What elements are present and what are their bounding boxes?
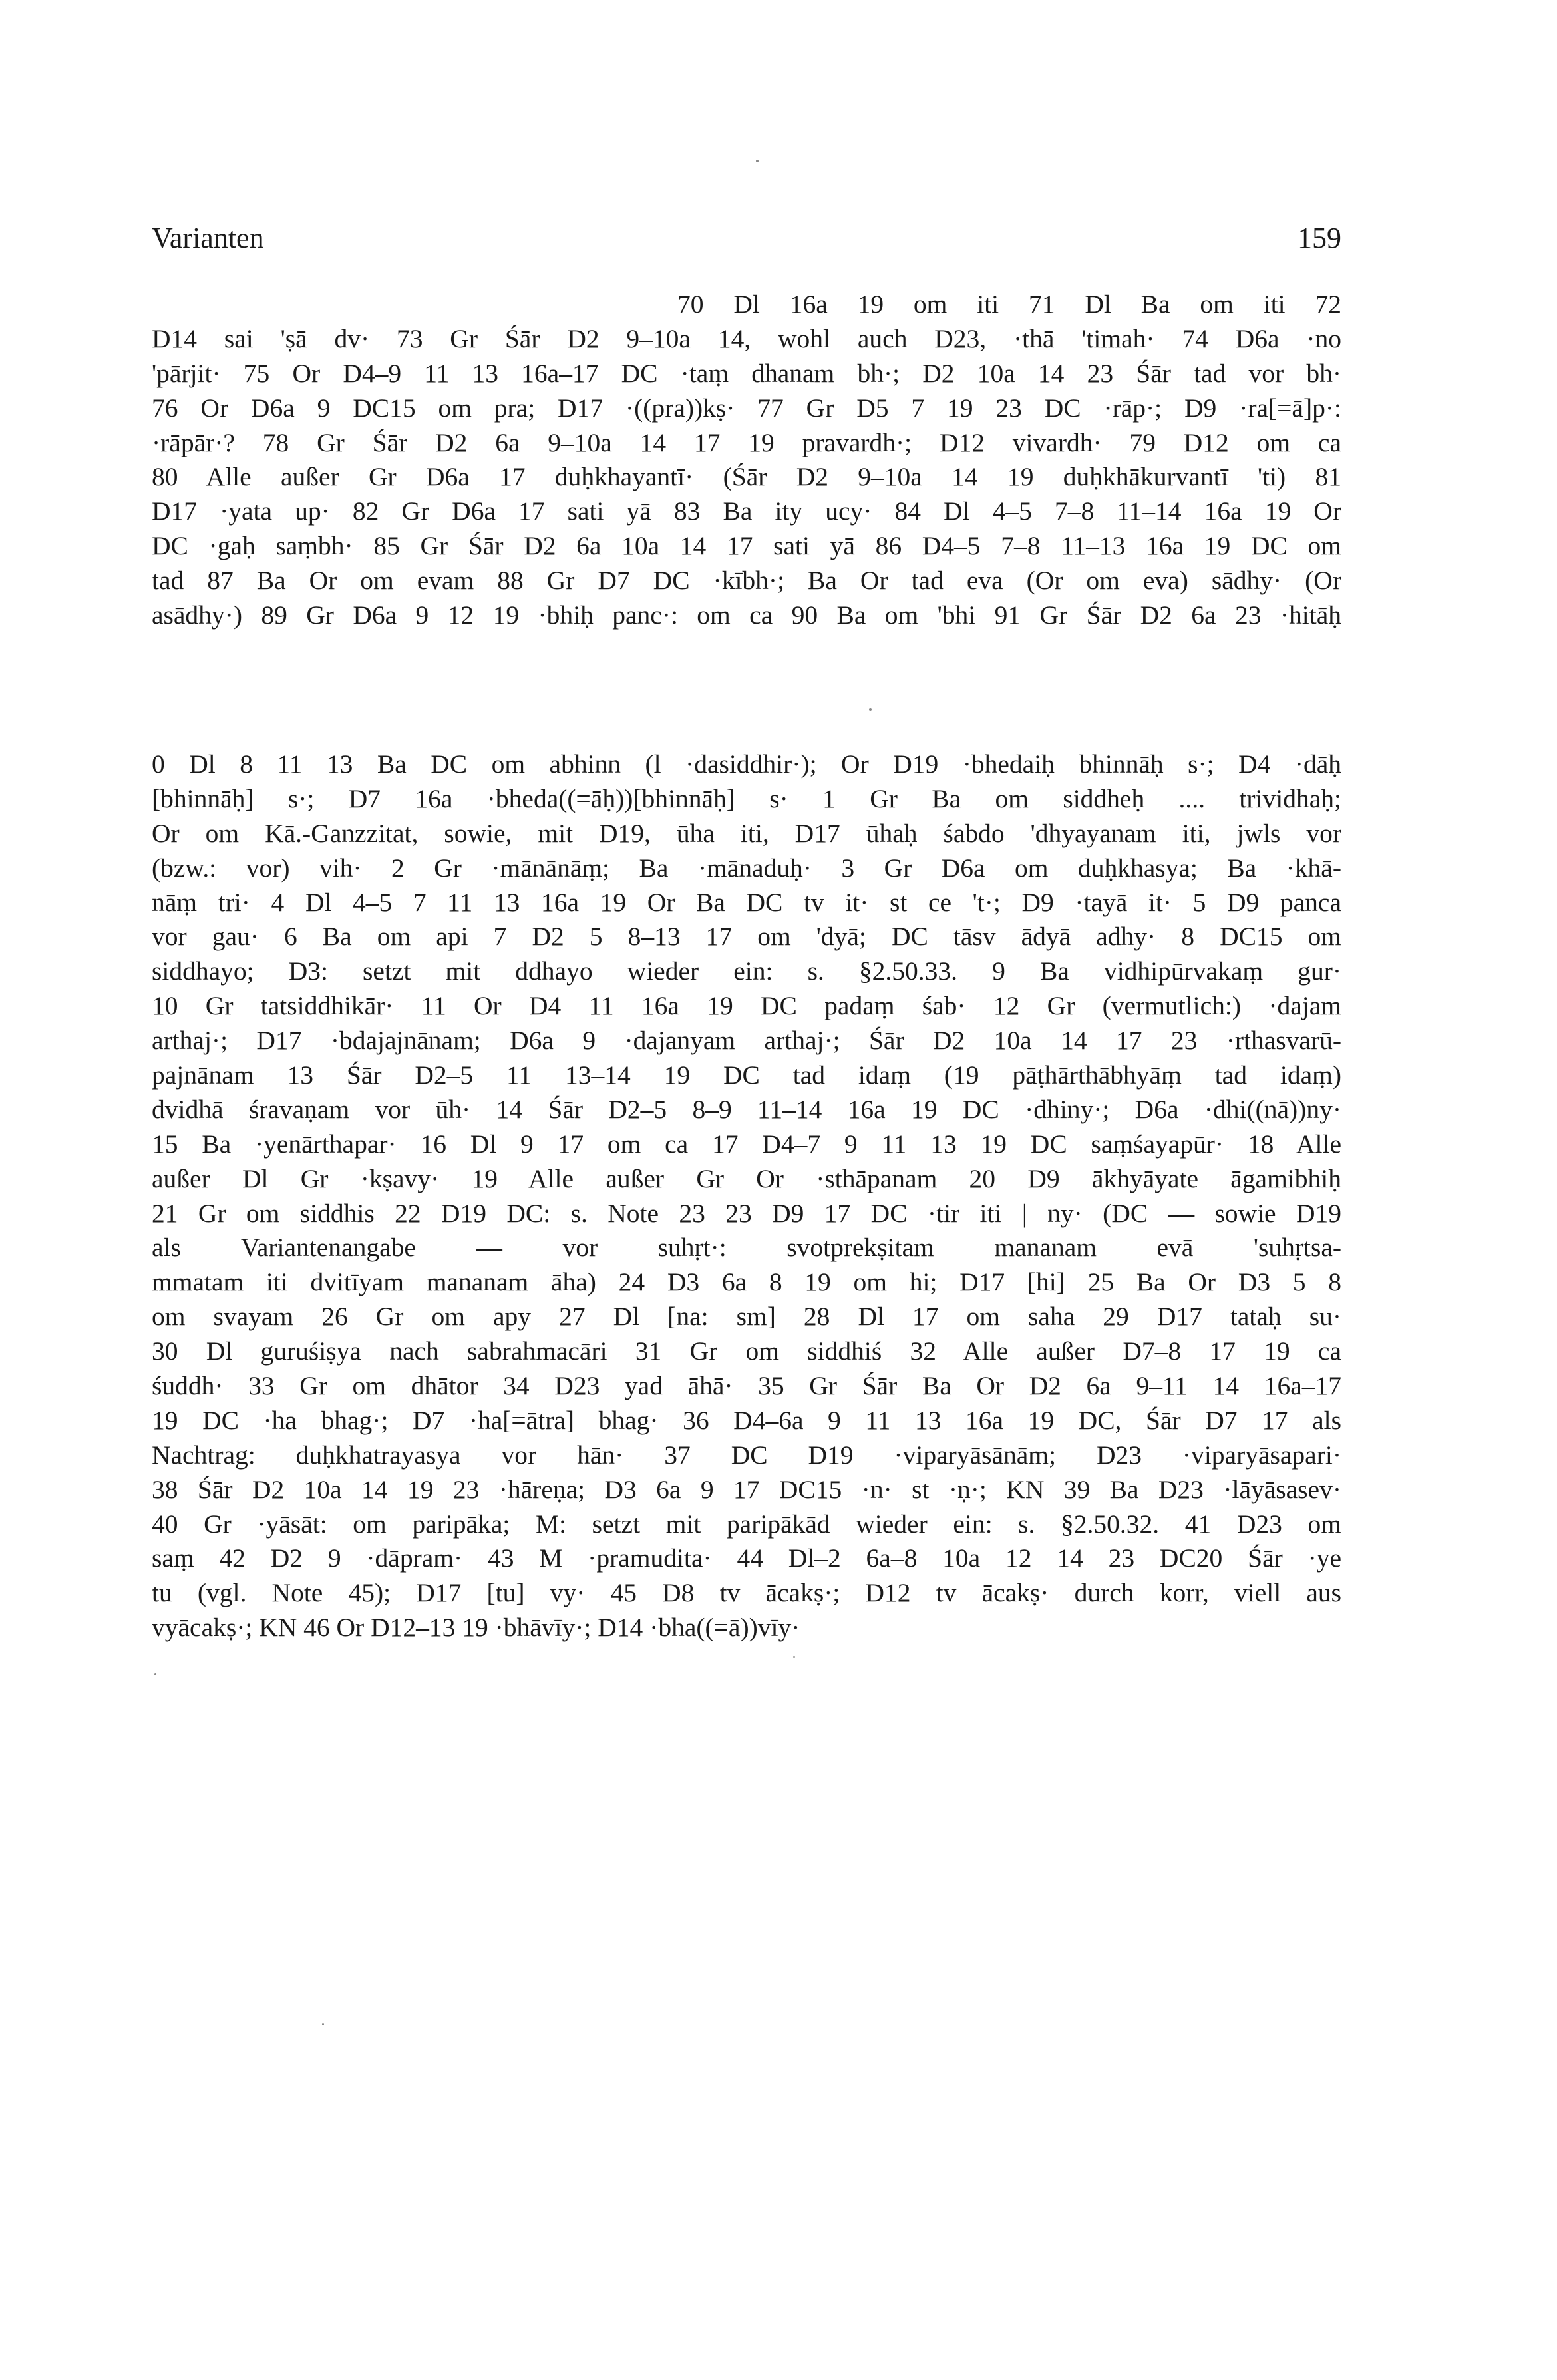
variant-line: tad 87 Ba Or om evam 88 Gr D7 DC ·kībh·; Ba Or tad eva (Or om eva) sādhy· (Or xyxy=(152,566,1341,596)
variant-line: 19 DC ·ha bhag·; D7 ·ha[=ātra] bhag· 36 D4–6a 9 11 13 16a 19 DC, Śār D7 17 als xyxy=(152,1405,1341,1435)
variant-line: śuddh· 33 Gr om dhātor 34 D23 yad āhā· 35 Gr Śār Ba Or D2 6a 9–11 14 16a–17 xyxy=(152,1371,1341,1401)
variant-line: 0 Dl 8 11 13 Ba DC om abhinn (l ·dasiddhir·); Or D19 ·bhedaiḥ bhinnāḥ s·; D4 ·dāḥ xyxy=(152,749,1341,779)
scan-speck xyxy=(154,1673,156,1675)
variant-line: om svayam 26 Gr om apy 27 Dl [na: sm] 28 Dl 17 om saha 29 D17 tataḥ su· xyxy=(152,1302,1341,1332)
variant-line: ·rāpār·? 78 Gr Śār D2 6a 9–10a 14 17 19 pravardh·; D12 vivardh· 79 D12 om ca xyxy=(152,427,1341,457)
page-header xyxy=(152,221,1341,261)
variant-line: [bhinnāḥ] s·; D7 16a ·bheda((=āḥ))[bhinnāḥ] s· 1 Gr Ba om siddheḥ .... trividhaḥ; xyxy=(152,783,1341,813)
variant-line: D14 sai 'ṣā dv· 73 Gr Śār D2 9–10a 14, wohl auch D23, ·thā 'timah· 74 D6a ·no xyxy=(152,323,1341,353)
variant-line: 15 Ba ·yenārthapar· 16 Dl 9 17 om ca 17 D4–7 9 11 13 19 DC saṃśayapūr· 18 Alle xyxy=(152,1129,1341,1159)
variant-line: außer Dl Gr ·kṣavy· 19 Alle außer Gr Or ·sthāpanam 20 D9 ākhyāyate āgamibhiḥ xyxy=(152,1163,1341,1193)
variant-line: siddhayo; D3: setzt mit ddhayo wieder ein: s. §2.50.33. 9 Ba vidhipūrvakaṃ gur· xyxy=(152,956,1341,986)
variant-line: D17 ·yata up· 82 Gr D6a 17 sati yā 83 Ba ity ucy· 84 Dl 4–5 7–8 11–14 16a 19 Or xyxy=(152,496,1341,526)
scan-speck xyxy=(322,2023,324,2025)
lower-variant-block xyxy=(152,747,1341,1645)
variant-line: Nachtrag: duḥkhatrayasya vor hān· 37 DC D19 ·viparyāsānām; D23 ·viparyāsapari· xyxy=(152,1440,1341,1470)
variant-line: mmatam iti dvitīyam mananam āha) 24 D3 6a 8 19 om hi; D17 [hi] 25 Ba Or D3 5 8 xyxy=(152,1267,1341,1297)
variant-line: tu (vgl. Note 45); D17 [tu] vy· 45 D8 tv ācakṣ·; D12 tv ācakṣ· durch korr, viell aus xyxy=(152,1578,1341,1608)
variant-line: als Variantenangabe — vor suhṛt·: svotprekṣitam mananam evā 'suhṛtsa- xyxy=(152,1233,1341,1263)
running-title: Varianten xyxy=(152,222,264,254)
variant-line: 30 Dl guruśiṣya nach sabrahmacāri 31 Gr om siddhiś 32 Alle außer D7–8 17 19 ca xyxy=(152,1336,1341,1366)
variant-line: asādhy·) 89 Gr D6a 9 12 19 ·bhiḥ panc·: om ca 90 Ba om 'bhi 91 Gr Śār D2 6a 23 ·hitāḥ xyxy=(152,600,1341,630)
variant-line: pajnānam 13 Śār D2–5 11 13–14 19 DC tad idaṃ (19 pāṭhārthābhyāṃ tad idaṃ) xyxy=(152,1060,1341,1090)
variant-line: arthaj·; D17 ·bdajajnānam; D6a 9 ·dajanyam arthaj·; Śār D2 10a 14 17 23 ·rthasvarū- xyxy=(152,1026,1341,1056)
variant-line: 40 Gr ·yāsāt: om paripāka; M: setzt mit paripākād wieder ein: s. §2.50.32. 41 D23 om xyxy=(152,1509,1341,1539)
scan-speck xyxy=(756,160,759,162)
variant-line: vor gau· 6 Ba om api 7 D2 5 8–13 17 om 'dyā; DC tāsv ādyā adhy· 8 DC15 om xyxy=(152,922,1341,952)
variant-line: 'pārjit· 75 Or D4–9 11 13 16a–17 DC ·taṃ dhanam bh·; D2 10a 14 23 Śār tad vor bh· xyxy=(152,358,1341,388)
variant-line: (bzw.: vor) vih· 2 Gr ·mānānāṃ; Ba ·mānaduḥ· 3 Gr D6a om duḥkhasya; Ba ·khā- xyxy=(152,853,1341,883)
variant-line: 80 Alle außer Gr D6a 17 duḥkhayantī· (Śār D2 9–10a 14 19 duḥkhākurvantī 'ti) 81 xyxy=(152,462,1341,492)
variant-line: dvidhā śravaṇam vor ūh· 14 Śār D2–5 8–9 11–14 16a 19 DC ·dhiny·; D6a ·dhi((nā))ny· xyxy=(152,1094,1341,1124)
variant-line: 76 Or D6a 9 DC15 om pra; D17 ·((pra))kṣ· 77 Gr D5 7 19 23 DC ·rāp·; D9 ·ra[=ā]p·: xyxy=(152,393,1341,423)
variant-line: vyācakṣ·; KN 46 Or D12–13 19 ·bhāvīy·; D14 ·bha((=ā))vīy· xyxy=(152,1613,800,1643)
scan-speck xyxy=(793,1656,795,1658)
variant-line: DC ·gaḥ saṃbh· 85 Gr Śār D2 6a 10a 14 17 sati yā 86 D4–5 7–8 11–13 16a 19 DC om xyxy=(152,531,1341,561)
variant-line: nāṃ tri· 4 Dl 4–5 7 11 13 16a 19 Or Ba DC tv it· st ce 't·; D9 ·tayā it· 5 D9 panca xyxy=(152,887,1341,917)
variant-line: 70 Dl 16a 19 om iti 71 Dl Ba om iti 72 xyxy=(677,290,1341,319)
scan-speck xyxy=(869,708,872,711)
variant-line: 21 Gr om siddhis 22 D19 DC: s. Note 23 23 D9 17 DC ·tir iti | ny· (DC — sowie D19 xyxy=(152,1198,1341,1228)
page-number: 159 xyxy=(1298,222,1341,254)
variant-line: saṃ 42 D2 9 ·dāpram· 43 M ·pramudita· 44 Dl–2 6a–8 10a 12 14 23 DC20 Śār ·ye xyxy=(152,1543,1341,1573)
variant-line: 10 Gr tatsiddhikār· 11 Or D4 11 16a 19 DC padaṃ śab· 12 Gr (vermutlich:) ·dajam xyxy=(152,991,1341,1021)
upper-variant-block xyxy=(152,288,1341,633)
variant-line: 38 Śār D2 10a 14 19 23 ·hāreṇa; D3 6a 9 17 DC15 ·n· st ·ṇ·; KN 39 Ba D23 ·lāyāsasev· xyxy=(152,1474,1341,1504)
variant-line: Or om Kā.-Ganzzitat, sowie, mit D19, ūha iti, D17 ūhaḥ śabdo 'dhyayanam iti, jwls vor xyxy=(152,818,1341,848)
